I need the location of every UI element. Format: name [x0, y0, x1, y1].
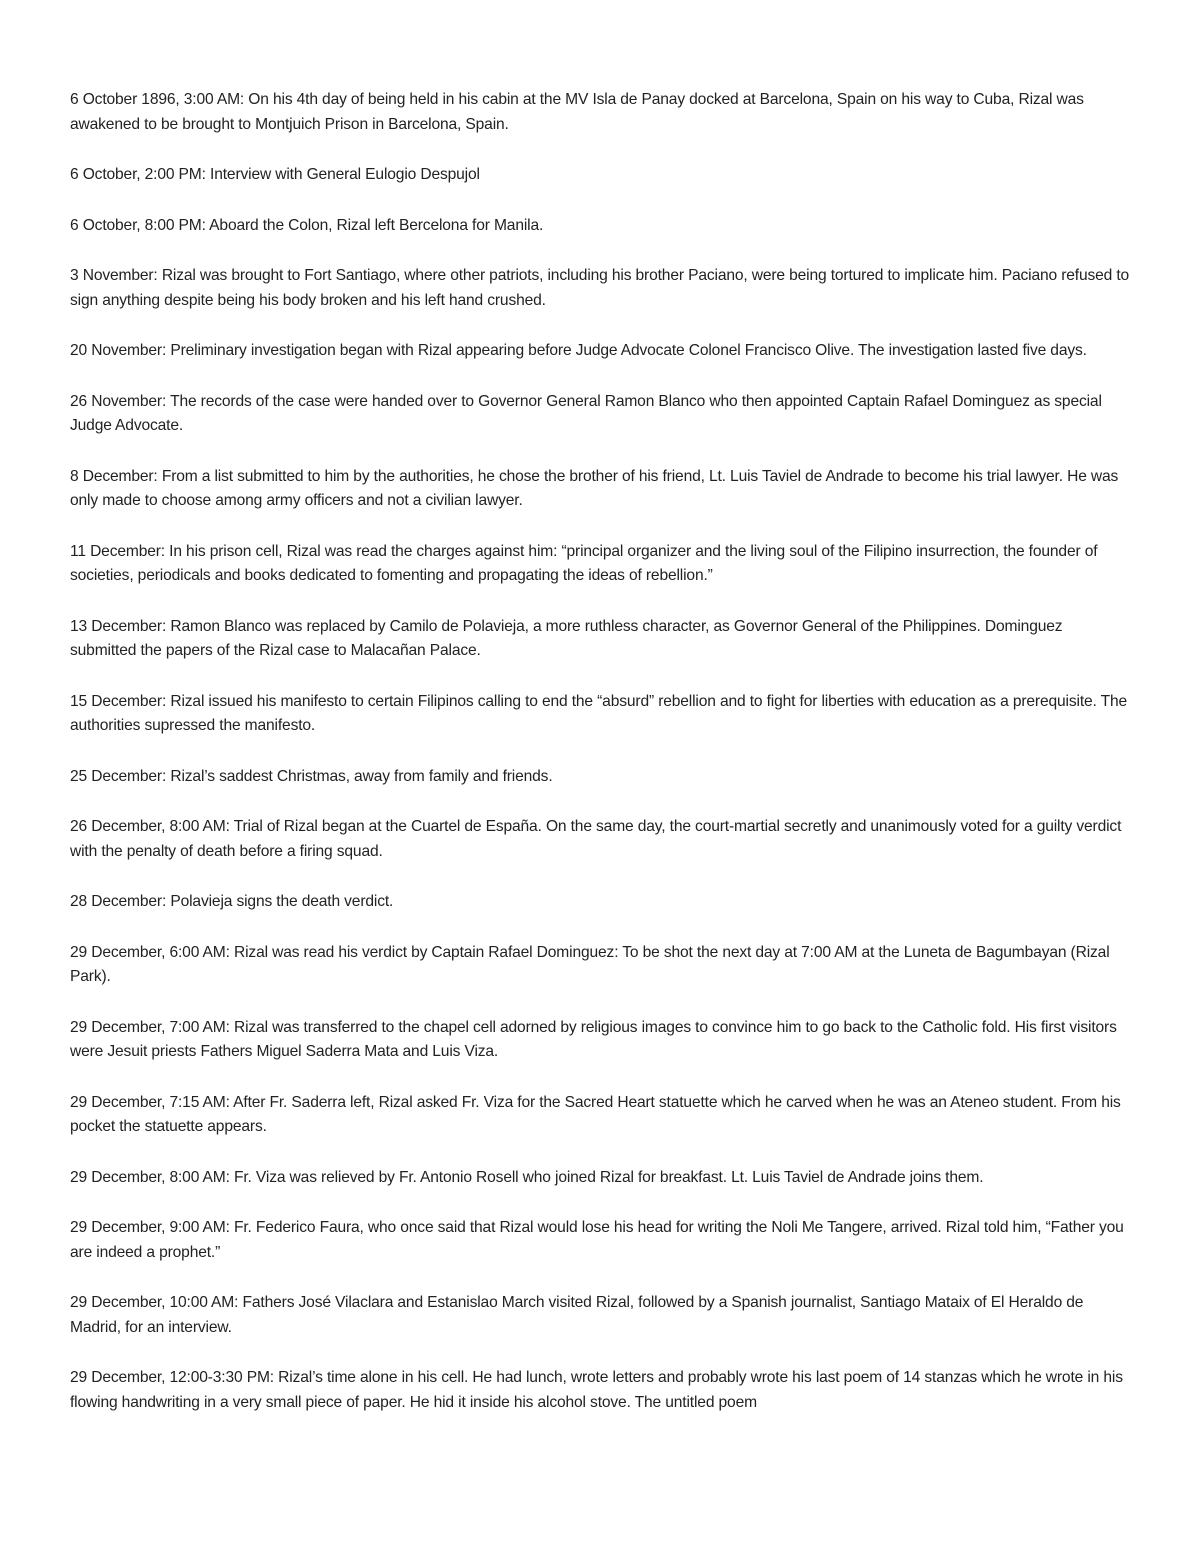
- entry-text: Fr. Viza was relieved by Fr. Antonio Rosell who joined Rizal for breakfast. Lt. Luis Taviel de Andrade joins them.: [234, 1168, 984, 1186]
- timeline-entry: [70, 1166, 1132, 1191]
- entry-text: From a list submitted to him by the authorities, he chose the brother of his friend, Lt. Luis Taviel de Andrade to become his trial lawyer. He was only made to choose among army officers and not a civilian lawyer.: [70, 467, 1119, 509]
- entry-date-label: 26 November:: [70, 392, 167, 410]
- entry-date-label: 26 December, 8:00 AM:: [70, 818, 230, 835]
- timeline-entry: [70, 615, 1132, 664]
- entry-text: Rizal was transferred to the chapel cell adorned by religious images to convince him to go back to the Catholic fold. His first visitors were Jesuit priests Fathers Miguel Saderra Mata and Luis Viza.: [70, 1018, 1117, 1060]
- entry-text: Rizal’s saddest Christmas, away from family and friends.: [170, 767, 553, 785]
- timeline-entry: [70, 88, 1132, 137]
- entry-text: Fathers José Vilaclara and Estanislao March visited Rizal, followed by a Spanish journalist, Santiago Mataix of El Heraldo de Madrid, for an interview.: [70, 1294, 1084, 1336]
- entry-text: Fr. Federico Faura, who once said that Rizal would lose his head for writing the Noli Me Tangere, arrived. Rizal told him, “Father you are indeed a prophet.”: [70, 1219, 1124, 1261]
- timeline-entry: [70, 1366, 1132, 1415]
- entry-text: Polavieja signs the death verdict.: [170, 893, 394, 910]
- entry-text: Aboard the Colon, Rizal left Bercelona for Manila.: [209, 216, 544, 234]
- timeline-entry: [70, 1291, 1132, 1340]
- timeline-entry: [70, 1091, 1132, 1140]
- entry-date-label: 29 December, 7:00 AM:: [70, 1018, 230, 1036]
- entry-date-label: 6 October, 8:00 PM:: [70, 216, 206, 234]
- timeline-entry: [70, 390, 1132, 439]
- entry-text: After Fr. Saderra left, Rizal asked Fr. Viza for the Sacred Heart statuette which he carved when he was an Ateneo student. From his pocket the statuette appears.: [70, 1093, 1121, 1135]
- timeline-entry: [70, 765, 1132, 790]
- timeline-entry: [70, 941, 1132, 990]
- entry-text: Rizal was brought to Fort Santiago, where other patriots, including his brother Paciano, were being tortured to implicate him. Paciano refused to sign anything despite being his body broken and his left hand crushed.: [70, 267, 1130, 309]
- timeline-entry: [70, 1216, 1132, 1265]
- entry-text: Trial of Rizal began at the Cuartel de España. On the same day, the court-martial secretly and unanimously voted for a guilty verdict with the penalty of death before a firing squad.: [70, 818, 1122, 860]
- entry-text: Ramon Blanco was replaced by Camilo de Polavieja, a more ruthless character, as Governor General of the Philippines. Dominguez submitted the papers of the Rizal case to Malacañan Palace.: [70, 617, 1063, 659]
- entry-date-label: 29 December, 12:00-3:30 PM:: [70, 1369, 274, 1386]
- timeline-entry: [70, 890, 1132, 915]
- entry-date-label: 15 December:: [70, 692, 167, 710]
- entry-text: Rizal was read his verdict by Captain Rafael Dominguez: To be shot the next day at 7:00 AM at the Luneta de Bagumbayan (Rizal Park).: [70, 943, 1110, 985]
- entry-date-label: 25 December:: [70, 767, 167, 785]
- entry-date-label: 11 December:: [70, 542, 165, 560]
- timeline-entry: [70, 465, 1132, 514]
- timeline-entry: [70, 690, 1132, 739]
- entry-date-label: 3 November:: [70, 267, 158, 284]
- entry-text: Interview with General Eulogio Despujol: [210, 166, 480, 183]
- entry-date-label: 6 October, 2:00 PM:: [70, 166, 206, 183]
- timeline-entry: [70, 540, 1132, 589]
- timeline-entry: [70, 163, 1132, 188]
- timeline-entry: [70, 264, 1132, 313]
- timeline-entries: [70, 88, 1132, 1441]
- entry-date-label: 28 December:: [70, 893, 167, 910]
- entry-date-label: 20 November:: [70, 342, 167, 359]
- entry-text: Rizal issued his manifesto to certain Filipinos calling to end the “absurd” rebellion and to fight for liberties with education as a prerequisite. The authorities supressed the manifesto.: [70, 692, 1128, 734]
- entry-text: The records of the case were handed over to Governor General Ramon Blanco who then appointed Captain Rafael Dominguez as special Judge Advocate.: [70, 392, 1102, 434]
- entry-text: On his 4th day of being held in his cabin at the MV Isla de Panay docked at Barcelona, Spain on his way to Cuba, Rizal was awakened to be brought to Montjuich Prison in Barcelona, Spain.: [70, 91, 1084, 133]
- entry-text: In his prison cell, Rizal was read the charges against him: “principal organizer and the living soul of the Filipino insurrection, the founder of societies, periodicals and books dedicated to fomenting and propagating the ideas of rebellion.”: [70, 542, 1098, 584]
- timeline-entry: [70, 1016, 1132, 1065]
- entry-date-label: 13 December:: [70, 617, 167, 635]
- timeline-entry: [70, 214, 1132, 239]
- entry-date-label: 8 December:: [70, 467, 158, 485]
- timeline-entry: [70, 815, 1132, 864]
- entry-text: Preliminary investigation began with Rizal appearing before Judge Advocate Colonel Francisco Olive. The investigation lasted five days.: [170, 342, 1087, 359]
- entry-date-label: 29 December, 10:00 AM:: [70, 1294, 239, 1311]
- entry-date-label: 29 December, 9:00 AM:: [70, 1219, 230, 1236]
- entry-date-label: 29 December, 8:00 AM:: [70, 1168, 230, 1186]
- timeline-entry: [70, 339, 1132, 364]
- entry-date-label: 29 December, 7:15 AM:: [70, 1093, 230, 1111]
- entry-date-label: 29 December, 6:00 AM:: [70, 943, 230, 961]
- entry-date-label: 6 October 1896, 3:00 AM:: [70, 91, 245, 108]
- entry-text: Rizal’s time alone in his cell. He had lunch, wrote letters and probably wrote his last poem of 14 stanzas which he wrote in his flowing handwriting in a very small piece of paper. He hid it inside his alcohol stove. The untitled poem: [70, 1369, 1123, 1411]
